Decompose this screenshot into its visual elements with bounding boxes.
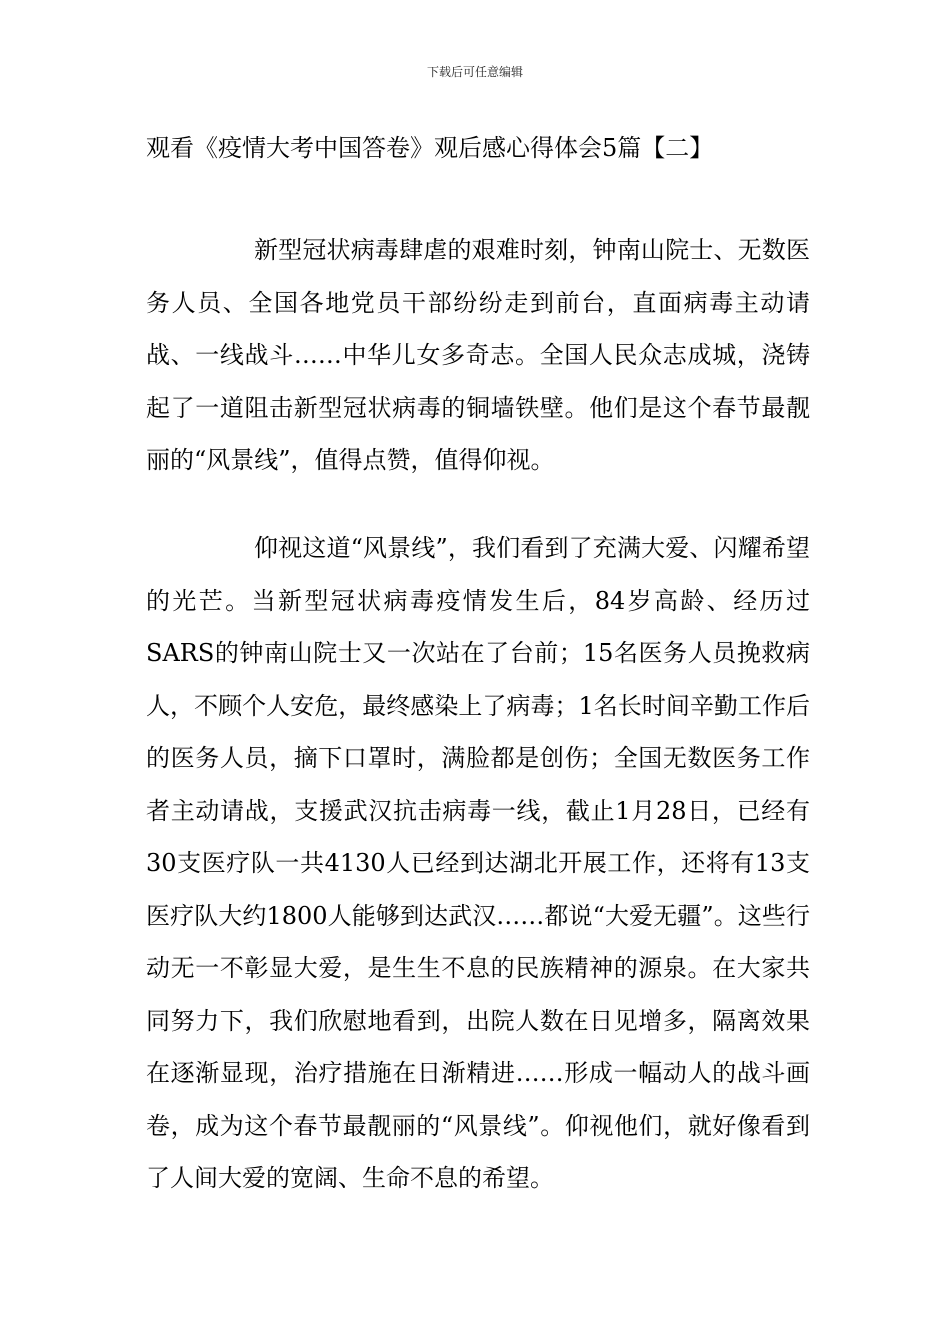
- document-title: 观看《疫情大考中国答卷》观后感心得体会5篇【二】: [146, 134, 714, 162]
- page-header-note: 下载后可任意编辑: [426, 65, 523, 79]
- body-paragraph-2: 仰视这道“风景线”，我们看到了充满大爱、闪耀希望的光芒。当新型冠状病毒疫情发生后，84岁高龄、经历过SARS的钟南山院士又一次站在了台前；15名医务人员挽救病人，不顾个人安危，最终感染上了病毒；1名长时间辛勤工作后的医务人员，摘下口罩时，满脸都是创伤；全国无数医务工作者主动请战，支援武汉抗击病毒一线，截止1月28日，已经有30支医疗队一共4130人已经到达湖北开展工作，还将有13支医疗队大约1800人能够到达武汉……都说“大爱无疆”。这些行动无一不彰显大爱，是生生不息的民族精神的源泉。在大家共同努力下，我们欣慰地看到，出院人数在日见增多，隔离效果在逐渐显现，治疗措施在日渐精进……形成一幅动人的战斗画卷，成为这个春节最靓丽的“风景线”。仰视他们，就好像看到了人间大爱的宽阔、生命不息的希望。: [146, 534, 810, 1192]
- body-paragraph-1: 新型冠状病毒肆虐的艰难时刻，钟南山院士、无数医务人员、全国各地党员干部纷纷走到前台，直面病毒主动请战、一线战斗……中华儿女多奇志。全国人民众志成城，浇铸起了一道阻击新型冠状病毒的铜墙铁壁。他们是这个春节最靓丽的“风景线”，值得点赞，值得仰视。: [146, 236, 810, 474]
